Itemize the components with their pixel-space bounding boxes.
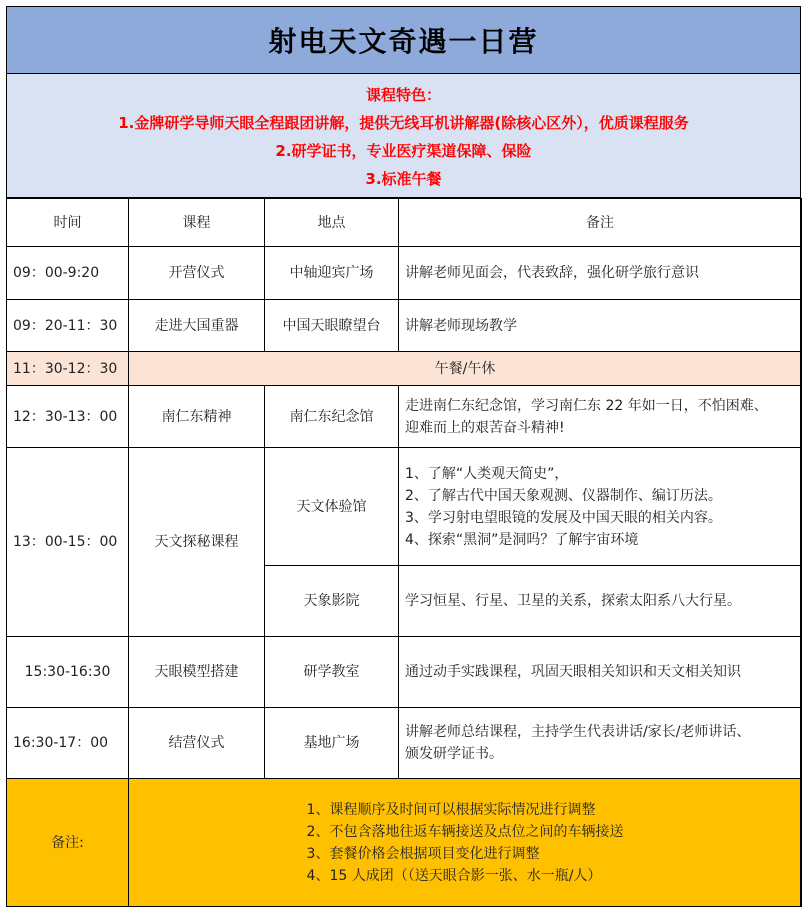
- cell-place: 南仁东纪念馆: [265, 386, 399, 448]
- note-line: 1、了解“人类观天简史”，: [405, 465, 569, 482]
- notes-label: 备注:: [7, 779, 129, 907]
- lunch-label: 午餐/午休: [129, 352, 802, 386]
- header-course: 课程: [129, 199, 265, 247]
- header-note: 备注: [399, 199, 802, 247]
- note-line: 颁发研学证书。: [405, 746, 503, 762]
- cell-place: 天象影院: [265, 566, 399, 637]
- list-item: 2、不包含落地往返车辆接送及点位之间的车辆接送: [306, 823, 624, 840]
- page-title: 射电天文奇遇一日营: [268, 24, 539, 58]
- feature-item: 1.金牌研学导师天眼全程跟团讲解，提供无线耳机讲解器(除核心区外），优质课程服务: [118, 114, 689, 132]
- feature-item: 2.研学证书，专业医疗渠道保障、保险: [275, 142, 532, 160]
- note-line: 走进南仁东纪念馆，学习南仁东 22 年如一日，不怕困难、: [405, 397, 768, 414]
- cell-place: 天文体验馆: [265, 448, 399, 566]
- cell-time: 09：00-9:20: [7, 247, 129, 300]
- note-line: 2、了解古代中国天象观测、仪器制作、编订历法。: [405, 487, 722, 504]
- cell-time: 15:30-16:30: [7, 637, 129, 708]
- feature-item: 3.标准午餐: [365, 170, 442, 188]
- cell-course: 南仁东精神: [129, 386, 265, 448]
- cell-course: 结营仪式: [129, 708, 265, 779]
- header-time: 时间: [7, 199, 129, 247]
- cell-time: 16:30-17：00: [7, 708, 129, 779]
- outer-frame: [6, 6, 801, 907]
- cell-place: 中轴迎宾广场: [265, 247, 399, 300]
- cell-note: 通过动手实践课程，巩固天眼相关知识和天文相关知识: [399, 637, 802, 708]
- cell-note: 学习恒星、行星、卫星的关系，探索太阳系八大行星。: [399, 566, 802, 637]
- cell-course: 天文探秘课程: [129, 448, 265, 637]
- cell-note: 讲解老师现场教学: [399, 300, 802, 352]
- features-heading: 课程特色：: [365, 86, 441, 104]
- list-item: 3、套餐价格会根据项目变化进行调整: [306, 845, 540, 862]
- cell-note: 讲解老师见面会，代表致辞，强化研学旅行意识: [399, 247, 802, 300]
- cell-time: 13：00-15：00: [7, 448, 129, 637]
- note-line: 讲解老师总结课程，主持学生代表讲话/家长/老师讲话、: [405, 724, 751, 740]
- cell-time: 12：30-13：00: [7, 386, 129, 448]
- cell-place: 中国天眼瞭望台: [265, 300, 399, 352]
- list-item: 1、课程顺序及时间可以根据实际情况进行调整: [306, 801, 596, 818]
- cell-course: 走进大国重器: [129, 300, 265, 352]
- note-line: 4、探索“黑洞”是洞吗？了解宇宙环境: [405, 531, 639, 548]
- cell-place: 研学教室: [265, 637, 399, 708]
- header-place: 地点: [265, 199, 399, 247]
- cell-course: 开营仪式: [129, 247, 265, 300]
- cell-time: 09：20-11：30: [7, 300, 129, 352]
- cell-time: 11：30-12：30: [7, 352, 129, 386]
- cell-place: 基地广场: [265, 708, 399, 779]
- list-item: 4、15 人成团（（送天眼合影一张、水一瓶/人）: [306, 867, 602, 884]
- note-line: 3、学习射电望眼镜的发展及中国天眼的相关内容。: [405, 509, 722, 526]
- cell-course: 天眼模型搭建: [129, 637, 265, 708]
- note-line: 迎难而上的艰苦奋斗精神!: [405, 419, 565, 436]
